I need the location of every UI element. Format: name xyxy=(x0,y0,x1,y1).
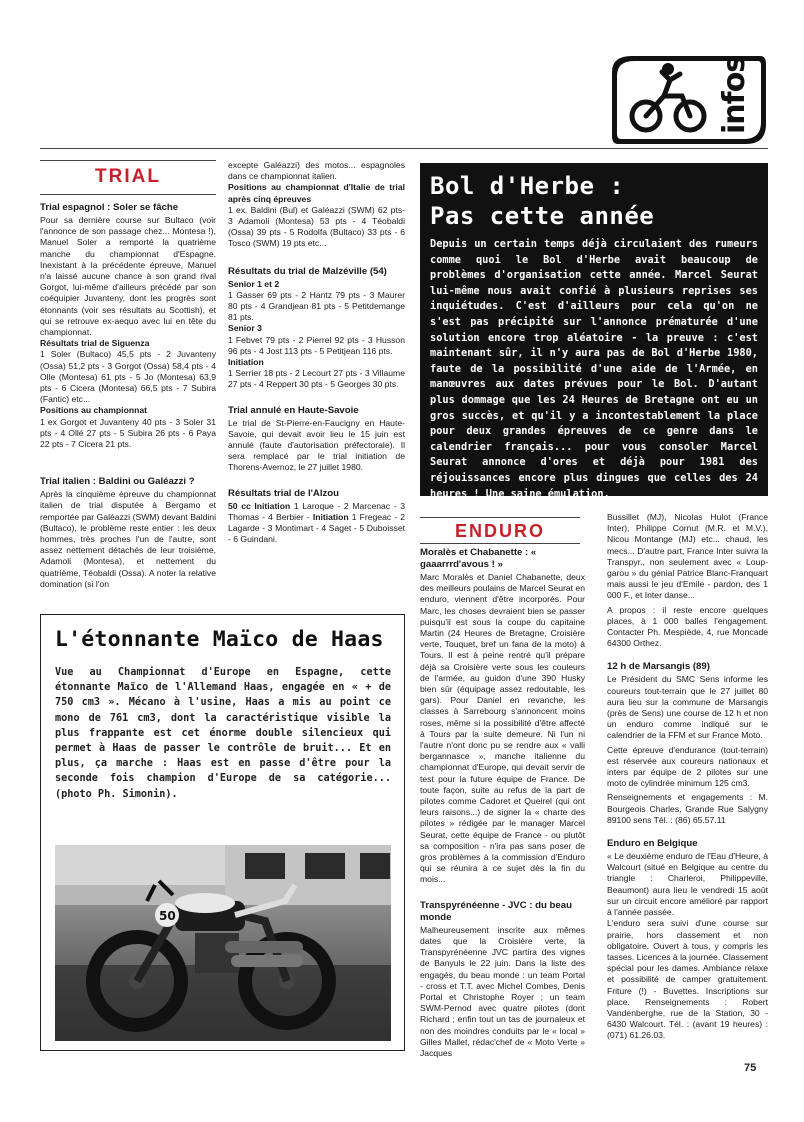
article-paragraph: « Le deuxième enduro de l'Eau d'Heure, à Walcourt (situé en Belgique au centre du triangle : Charleroi, Philippeville, Beaumont) aura lieu le vendredi 15 août sur un circuit encore amélioré par rapport à l'année passée. xyxy=(607,851,768,918)
bol-herbe-title xyxy=(430,171,758,231)
article-paragraph: A propos : il reste encore quelques places, à 1 000 balles l'engagement. Contacter Ph. Mespiède, 4, rue Moncade 64300 Orthez. xyxy=(607,604,768,649)
maico-caption: Vue au Championnat d'Europe en Espagne, cette étonnante Maïco de l'Allemand Haas, engagée en « + de 750 cm3 ». Mécano à l'usine, Haas a mis au point ce mono de 761 cm3, dont la caractéristique visible la plus frappante est cet énorme double silencieux qui permet à Haas de passer le contrôle de bruit... Et en plus, ça marche : Haas est en passe d'être pour la seconde fois champion d'Europe de sa catégorie... (photo Ph. Simonin). xyxy=(55,667,391,800)
results-category: Initiation xyxy=(312,511,349,522)
article-heading: Enduro en Belgique xyxy=(607,838,698,850)
article-paragraph: Bussillet (MJ), Nicolas Hulot (France Inter), Philippe Cornut (M.R. et M.V.), Nicou Montange (MJ) etc... chaud, les mecs... D'autre part, France Inter suivra la Transpyr., non seulement avec « Loup-garou » du génial Patrice Blanc-Franquart mais aussi le jeu d'Emile - pardon, des 1 000 F., et Inter danse... xyxy=(607,512,768,601)
article-paragraph: Après la cinquième épreuve du championnat italien de trial disputée à Bergamo et remportée par Galéazzi (SWM) devant Baldini (Bultaco), le problème reste entier : les deux hommes, très proches l'un de l'autre, sont assez nettement détachés de leur troisième, Adamoli (Montesa), et nettement du quatrième, Téobaldi (Ossa). A noter la relative domination (si l'on xyxy=(40,489,216,589)
article-heading: Moralès et Chabanette : « gaaarrrd'avous ! » xyxy=(420,547,537,570)
enduro-column-1 xyxy=(420,547,585,1059)
trial-rule-bottom xyxy=(40,194,216,195)
results-category: 50 cc Initiation xyxy=(228,500,291,511)
results-heading: Senior 1 et 2 xyxy=(228,278,280,289)
article-paragraph: Cette épreuve d'endurance (tout-terrain) est réservée aux coureurs nationaux et inters par équipe de 2 pilotes sur une moto de cylindrée minimum 125 cm3. xyxy=(607,744,768,789)
infos-logo xyxy=(608,52,768,150)
enduro-column-2 xyxy=(607,512,768,1042)
bol-herbe-box xyxy=(420,163,768,500)
article-heading: 12 h de Marsangis (89) xyxy=(607,661,710,673)
article-paragraph: Pour sa dernière course sur Bultaco (voir l'annonce de son passage chez... Montesa !), Manuel Soler a remporté la quatrième manche du championnat d'Espagne. Inexistant à la précédente épreuve, Manuel n'a laissé aucune chance à son grand rival Gorgot, lui-même d'ailleurs précédé par son coéquipier Juvanteny, dont les progrès sont étonnants (voir ses résultats au Scottish), et qui se retrouve ex-aequo avec lui en tête du championnat. xyxy=(40,215,216,338)
motorcycle-photo-icon xyxy=(55,845,391,1041)
article-heading: Résultats du trial de Malzéville (54) xyxy=(228,265,387,277)
enduro-section-title: ENDURO xyxy=(454,521,545,541)
results-heading: Résultats trial de Siguenza xyxy=(40,338,150,349)
results-text: 1 ex Gorgot et Juvanteny 40 pts - 3 Soler 31 pts - 4 Ollé 27 pts - 5 Subira 26 pts - 6 Paya 22 pts - 7 Cicera 21 pts. xyxy=(40,416,216,450)
results-heading: Positions au championnat xyxy=(40,405,147,416)
enduro-rule-top xyxy=(420,517,580,518)
enduro-rule-bottom xyxy=(420,543,580,544)
trial-section-title: TRIAL xyxy=(95,166,161,187)
maico-box xyxy=(40,614,405,1051)
results-heading: Initiation xyxy=(228,357,264,368)
results-heading: Senior 3 xyxy=(228,323,262,334)
article-paragraph: Le Président du SMC Sens informe les coureurs tout-terrain que le 27 juillet 80 aura lieu sur la commune de Marsangis (près de Sens) une course de 12 h et non un enduro comme indiqué sur le calendrier de la FFM et sur France Moto. xyxy=(607,674,768,741)
maico-photo xyxy=(55,845,391,1041)
article-paragraph: Renseignements et engagements : M. Bourgeois Charles, Grande Rue Salygny 89100 sens Tél. : (86) 65.57.11 xyxy=(607,792,768,825)
results-text: 1 Gasser 69 pts - 2 Hantz 79 pts - 3 Maurer 80 pts - 4 Grandjean 81 pts - 5 Petitdemange 81 pts. xyxy=(228,289,405,323)
header-rule xyxy=(40,148,768,149)
article-heading: Trial annulé en Haute-Savoie xyxy=(228,404,359,416)
svg-text:50: 50 xyxy=(159,909,176,923)
bol-herbe-title-line-2: Pas cette année xyxy=(430,202,655,230)
results-heading: Positions au championnat d'Italie de trial après cinq épreuves xyxy=(228,182,405,204)
article-paragraph: Malheureusement inscrite aux mêmes dates que la Croisière verte, la Transpyrénéenne JVC partira des vignes de Banyuls le 22 juin. Dans la liste des engagés, du beau monde : un team Portal - cross et T.T. avec Michel Combes, Denis Portal et Christophe Royer ; un team SWM-Pernod avec quatre pilotes (dont Richard ; enfin tout un tas de journaleux et non des moindres conduits par le « local » Gilles Mallet, rédac'chef de « Moto Verte » Jacques xyxy=(420,924,585,1058)
bol-herbe-text: Depuis un certain temps déjà circulaient des rumeurs comme quoi le Bol d'Herbe avait beaucoup de problèmes d'organisation cette année. Marcel Seurat lui-même nous avait confié à plusieurs reprises ses inquiétudes. C'est d'ailleurs pour cela qu'on ne s'est pas précipité sur l'annonce prématurée d'une solution encore trop aléatoire - la preuve : c'est maintenant sûr, il n'y aura pas de Bol d'Herbe 1980, faute de la possibilité d'une aide de l'Armée, en manœuvres aux dates prévues pour le Bol. D'autant plus dommage que les 24 Heures de Bretagne ont eu un gros succès, et qu'il y a incontestablement la place pour deux grandes épreuves de ce genre dans le calendrier français... pour vous consoler Marcel Seurat annonce d'ores et déjà pour 1981 des réjouissances encore plus dingues que celles des 24 heures ! Une saine émulation. xyxy=(430,238,758,500)
results-entries: 1 Laroque - 2 Marcenac - 3 Thomas - 4 Berbier - xyxy=(228,500,405,522)
bol-herbe-title-line-1: Bol d'Herbe : xyxy=(430,172,625,200)
results-entries: 1 Fregeac - 2 Lagarde - 3 Montimart - 4 Saget - 5 Duboisset - 6 Guindani. xyxy=(228,511,406,545)
infos-logo-text: infos xyxy=(717,55,752,134)
trial-column-2 xyxy=(228,160,405,545)
article-heading: Trial espagnol : Soler se fâche xyxy=(40,202,179,213)
trial-column-1 xyxy=(40,202,216,590)
results-text: 1 Febvet 79 pts - 2 Pierrel 92 pts - 3 Husson 96 pts - 4 Jost 113 pts - 5 Petitjean 116 pts. xyxy=(228,334,405,356)
article-paragraph: Marc Moralès et Daniel Chabanette, deux des meilleurs poulains de Marcel Seurat en enduro, viennent d'être incorporés. Pour Marc, les choses devraient bien se passer puisqu'il est sous la coupe du capitaine Martin (24 Heures de Bretagne, Croisière verte, Touquet, bref un fana de la moto) à Tours. Il est à peine rentré qu'il prépare déjà sa Croisière verte sous les couleurs de l'armée, au guidon d'une 390 Husky bien sûr (équipage assez redoutable, les gars). Pour Daniel en revanche, les classes à Sarrebourg s'annoncent moins roses, même si la possibilité d'être affecté à Tours par la suite demeure. Ni l'un ni l'autre n'ont donc pu se rendre aux « valli bergannasce », manche italienne du championnat d'Europe, qui devait servir de test pour la future équipe de France. De toute façon, suite au refus de la part de pilotes comme Cadoret et Queirel (qui ont leurs raisons...) de signer la « charte des pilotes » rédigée par le manager Marcel Seurat, cette équipe de France - ou plutôt sa composition - n'ira pas sans poser de gros problèmes à la commission d'Enduro qui se réunira à ce sujet dès la fin du mois... xyxy=(420,572,585,885)
results-text: 1 Serrier 18 pts - 2 Lecourt 27 pts - 3 Villaume 27 pts - 4 Reppert 30 pts - 5 Georges 30 pts. xyxy=(228,368,405,390)
article-paragraph: Le trial de St-Pierre-en-Faucigny en Haute-Savoie, qui devait avoir lieu le 15 juin est annulé (faute d'autorisation préfectorale). Il sera remplacé par le trial initiation de Thorens-Avernoz, le 27 juillet 1980. xyxy=(228,417,405,473)
article-paragraph: excepte Galéazzi) des motos... espagnoles dans ce championnat italien. xyxy=(228,160,405,182)
results-text: 1 Soler (Bultaco) 45,5 pts - 2 Juvanteny (Ossa) 51,2 pts - 3 Gorgot (Ossa) 58,4 pts - 4 Olle (Montesa) 61 pts - 5 Jo (Montesa) 63,9 pts - 6 Cicera (Montesa) 66,5 pts - 7 Subira (Fantic) etc... xyxy=(40,349,216,405)
results-text: 1 ex. Baldini (Bul) et Galéazzi (SWM) 62 pts- 3 Adamoli (Montesa) 53 pts - 4 Téobaldi (Ossa) 39 pts - 5 Rodolfa (Bultaco) 33 pts - 6 Tosco (SWM) 19 pts etc... xyxy=(228,204,405,249)
page-number: 75 xyxy=(744,1062,757,1074)
article-heading: Transpyrénéenne - JVC : du beau monde xyxy=(420,899,572,923)
article-heading: Trial italien : Baldini ou Galéazzi ? xyxy=(40,476,195,488)
article-paragraph: L'enduro sera suivi d'une course sur prairie, hors classement et non obligatoire. Ouvert à tous, y compris les tasses. Licences à la journée. Classement spécial pour les dames. Ambiance relaxe et possibilité de camper gratuitement. Friture (!) - Buvettes. Inscriptions sur place. Renseignements : Robert Vandenberghe, rue de la Station, 30 - 6430 Walcourt. Tél. : (avant 19 heures) : (071) 61.26.03. xyxy=(607,918,768,1041)
maico-title: L'étonnante Maïco de Haas xyxy=(55,627,384,652)
article-heading: Résultats trial de l'Alzou xyxy=(228,487,340,499)
trial-rule-top xyxy=(40,160,216,161)
results-text xyxy=(228,501,405,546)
